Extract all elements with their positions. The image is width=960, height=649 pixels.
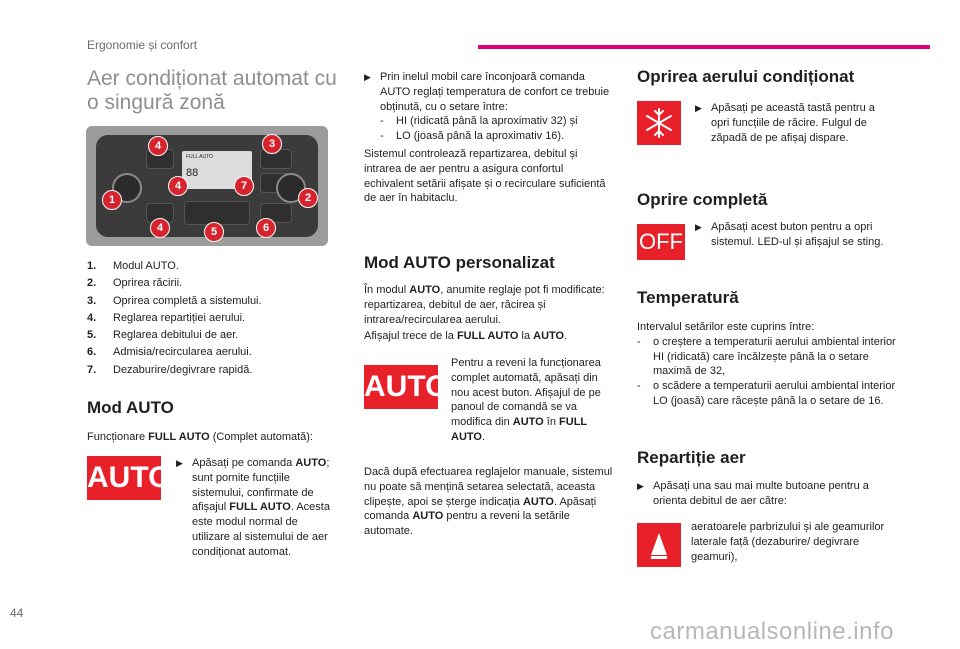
- legend-list: [87, 258, 347, 379]
- callout-badge: 4: [148, 136, 168, 156]
- pointer-icon: ▶: [364, 72, 371, 82]
- list-item: 5. Reglarea debitului de aer.: [87, 329, 239, 342]
- personal-paragraph-1: În modul AUTO, anumite reglaje pot fi modificate: repartizarea, debitul de aer, răcirea și intrarea/recircularea aerului.: [364, 284, 605, 326]
- callout-badge: 4: [168, 176, 188, 196]
- heading-repartitie: Repartiție aer: [637, 448, 746, 467]
- oprire-completa-bullet: ▶ Apăsați acest buton pentru a opri sistemul. LED-ul și afișajul se sting.: [695, 221, 884, 248]
- snowflake-icon: [637, 101, 681, 145]
- display-value: 88: [186, 167, 199, 179]
- off-button-icon: OFF: [637, 224, 685, 260]
- panel-face: [96, 135, 318, 237]
- fan-speed-button: [184, 201, 250, 225]
- watermark: carmanualsonline.info: [650, 618, 894, 645]
- heading-oprirea-ac: Oprirea aerului condiționat: [637, 67, 855, 86]
- list-item: 4. Reglarea repartiției aerului.: [87, 311, 246, 324]
- oprirea-ac-bullet: ▶ Apăsați pe această tastă pentru a opri funcțiile de răcire. Fulgul de zăpadă de pe afișaj dispare.: [695, 102, 875, 144]
- temperatura-text: Intervalul setărilor este cuprins între: - o creștere a temperaturii aerului ambiental interior HI (ridicată) care încălzește până la o setare maximă de 32, - o scădere a temperaturii aerului ambiental interior LO (joasă) care răcește până la o setare de 16.: [637, 321, 896, 407]
- auto-button-icon: AUTO: [364, 365, 438, 409]
- list-item: - LO (joasă până la aproximativ 16).: [380, 130, 565, 143]
- personal-paragraph-3: Dacă după efectuarea reglajelor manuale, sistemul nu poate să mențină setarea selectată, aceasta clipește, apoi se șterge indicația AUTO. Apăsați comanda AUTO pentru a reveni la setările automate.: [364, 466, 613, 538]
- pointer-icon: ▶: [176, 458, 183, 468]
- repartitie-bullet: ▶ Apăsați una sau mai multe butoane pentru a orienta debitul de aer către:: [637, 480, 869, 507]
- pointer-icon: ▶: [637, 481, 644, 491]
- system-control-paragraph: Sistemul controlează repartizarea, debitul și intrarea de aer pentru a asigura confortul echivalent setării afișate și o recirculare suficientă de aer în habitaclu.: [364, 148, 606, 205]
- list-item: 2. Oprirea răcirii.: [87, 277, 183, 290]
- windshield-airflow-icon: [637, 523, 681, 567]
- pointer-icon: ▶: [695, 222, 702, 232]
- page-number: 44: [10, 606, 24, 620]
- range-list: [380, 114, 614, 144]
- list-item: - HI (ridicată până la aproximativ 32) și: [380, 115, 578, 128]
- section-label: Ergonomie și confort: [87, 38, 198, 52]
- list-item: 3. Oprirea completă a sistemului.: [87, 294, 262, 307]
- header-accent-bar: [478, 45, 930, 49]
- heading-mod-auto: Mod AUTO: [87, 398, 174, 417]
- heading-temperatura: Temperatură: [637, 288, 739, 307]
- callout-badge: 7: [234, 176, 254, 196]
- list-item: 1. Modul AUTO.: [87, 260, 179, 272]
- page-title: Aer condiționat automat cu o singură zonă: [87, 67, 337, 114]
- temperature-ring-bullet: ▶ Prin inelul mobil care înconjoară comanda AUTO reglați temperatura de confort ce trebuie obținută, cu o setare între: - HI (ridicată până la aproximativ 32) și - LO (joasă până la aproximativ 16).: [364, 70, 614, 144]
- display-label: FULL AUTO: [186, 154, 213, 160]
- callout-badge: 4: [150, 218, 170, 238]
- list-item: 6. Admisia/recircularea aerului.: [87, 346, 252, 359]
- mod-auto-bullet: ▶ Apăsați pe comanda AUTO; sunt pornite funcțiile sistemului, confirmate de afișajul FULL AUTO. Acesta este modul normal de utilizare al sistemului de aer condiționat automat.: [176, 457, 330, 558]
- pointer-icon: ▶: [695, 103, 702, 113]
- callout-badge: 1: [102, 190, 122, 210]
- heading-oprire-completa: Oprire completă: [637, 190, 768, 209]
- callout-badge: 3: [262, 134, 282, 154]
- windshield-airflow-text: aeratoarele parbrizului și ale geamurilor laterale față (dezaburire/ degivrare geamuri),: [691, 521, 885, 563]
- callout-badge: 2: [298, 188, 318, 208]
- auto-button-icon: AUTO: [87, 456, 161, 500]
- callout-badge: 6: [256, 218, 276, 238]
- mod-auto-intro: Funcționare FULL AUTO (Complet automată):: [87, 431, 313, 443]
- callout-badge: 5: [204, 222, 224, 242]
- list-item: - o scădere a temperaturii aerului ambiental interior LO (joasă) care răcește până la o setare de 16.: [637, 380, 896, 407]
- personal-side-text: Pentru a reveni la funcționarea complet automată, apăsați din nou acest buton. Afișajul de pe panoul de comandă se va modifica din AUTO în FULL AUTO.: [451, 357, 601, 443]
- heading-mod-auto-personalizat: Mod AUTO personalizat: [364, 253, 555, 272]
- control-panel-image: [86, 126, 328, 246]
- list-item: - o creștere a temperaturii aerului ambiental interior HI (ridicată) care încălzește până la o setare maximă de 32,: [637, 335, 896, 378]
- personal-paragraph-2: Afișajul trece de la FULL AUTO la AUTO.: [364, 330, 568, 342]
- list-item: 7. Dezaburire/degivrare rapidă.: [87, 363, 253, 376]
- temperature-range-list: [637, 335, 897, 409]
